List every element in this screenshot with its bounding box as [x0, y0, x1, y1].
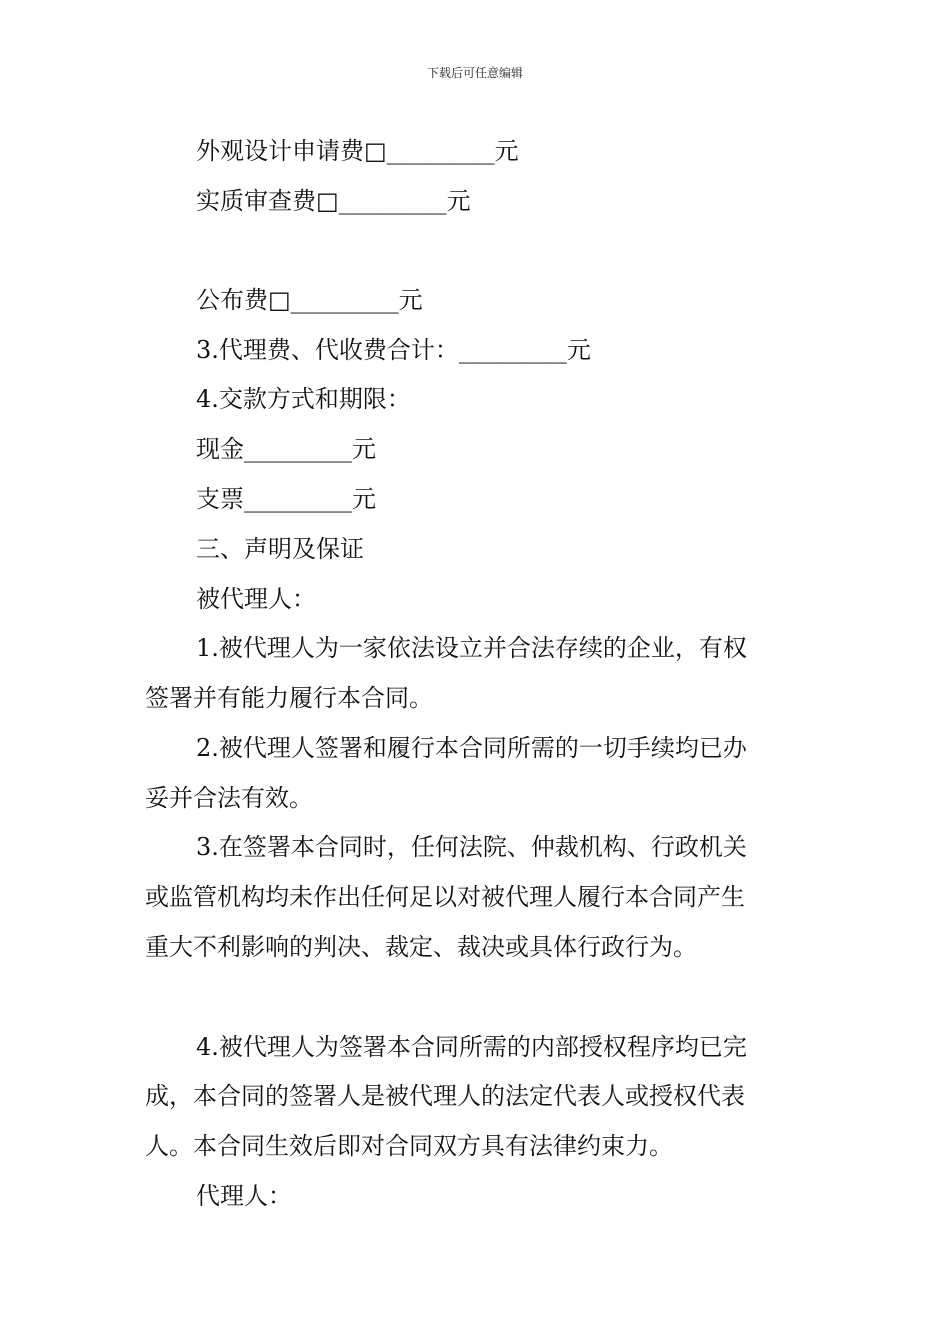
clause-3-line-1: 3.在签署本合同时，任何法院、仲裁机构、行政机关 — [196, 833, 747, 861]
clause-4-line-1: 4.被代理人为签署本合同所需的内部授权程序均已完 — [196, 1033, 747, 1061]
design-fee-line: 外观设计申请费□_________元 — [196, 137, 519, 165]
clause-2-line-1: 2.被代理人签署和履行本合同所需的一切手续均已办 — [196, 734, 747, 762]
clause-3-line-2: 或监管机构均未作出任何足以对被代理人履行本合同产生 — [145, 883, 745, 911]
exam-fee-line: 实质审查费□_________元 — [196, 187, 471, 215]
payment-title: 4.交款方式和期限： — [196, 385, 411, 413]
agent-label: 代理人： — [196, 1182, 292, 1210]
principal-label: 被代理人： — [196, 585, 316, 613]
publish-fee-line: 公布费□_________元 — [196, 286, 423, 314]
check-line: 支票_________元 — [196, 485, 376, 513]
clause-3-line-3: 重大不利影响的判决、裁定、裁决或具体行政行为。 — [145, 933, 697, 961]
cash-line: 现金_________元 — [196, 435, 376, 463]
section-heading: 三、声明及保证 — [196, 535, 364, 563]
clause-1-line-1: 1.被代理人为一家依法设立并合法存续的企业，有权 — [196, 634, 747, 662]
clause-4-line-3: 人。本合同生效后即对合同双方具有法律约束力。 — [145, 1132, 673, 1160]
clause-1-line-2: 签署并有能力履行本合同。 — [145, 684, 433, 712]
clause-4-line-2: 成，本合同的签署人是被代理人的法定代表人或授权代表 — [145, 1082, 745, 1110]
total-fee-line: 3.代理费、代收费合计：_________元 — [196, 336, 591, 364]
clause-2-line-2: 妥并合法有效。 — [145, 784, 313, 812]
page-header: 下载后可任意编辑 — [426, 66, 523, 80]
